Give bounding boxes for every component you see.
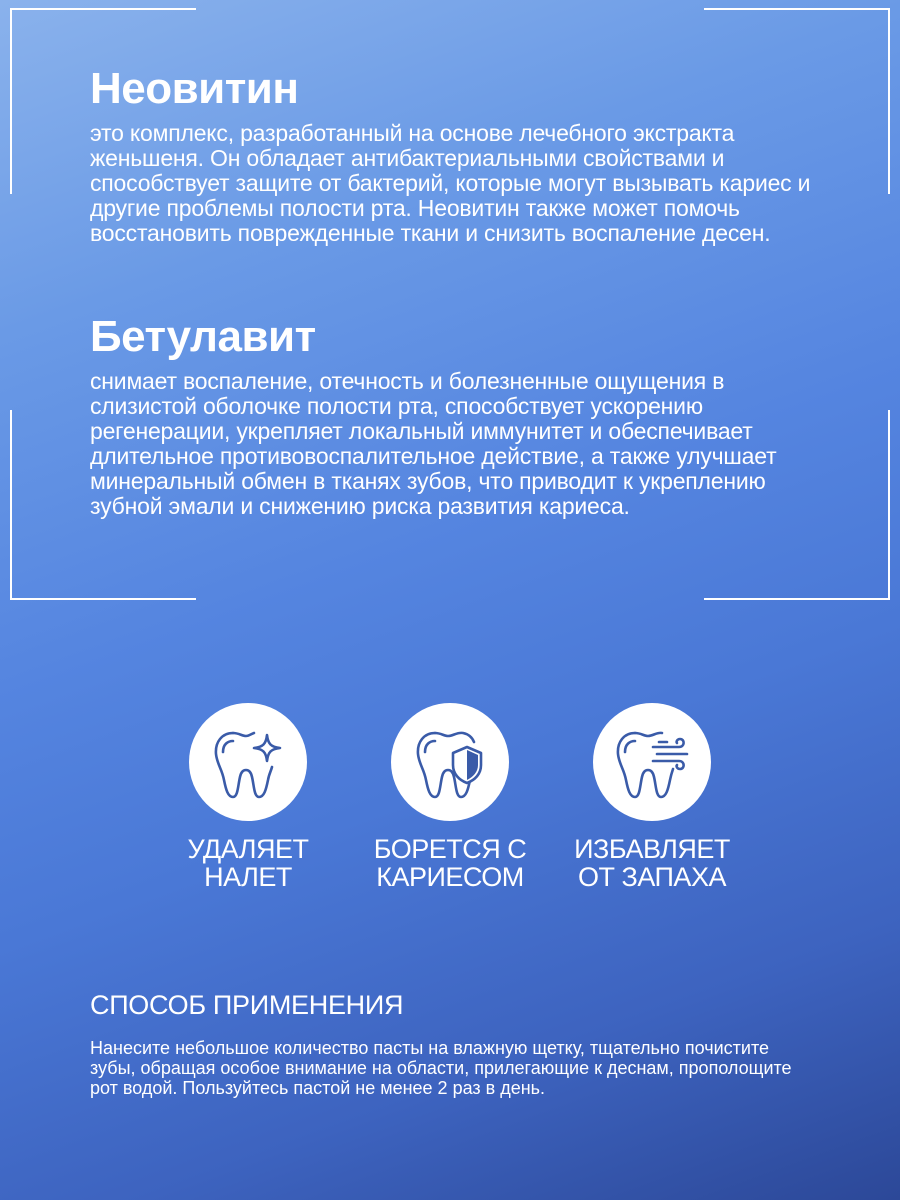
feature-odor-line2: ОТ ЗАПАХА [578,862,726,892]
frame-left-lower [10,410,12,600]
feature-odor-label [552,835,752,891]
frame-bottom-right [704,598,890,600]
feature-plaque-line1: УДАЛЯЕТ [187,834,309,864]
frame-left-upper [10,8,12,194]
feature-caries-line2: КАРИЕСОМ [376,862,524,892]
neovitin-description: это комплекс, разработанный на основе лечебного экстракта женьшеня. Он обладает антибактериальными свойствами и способствует защите от бактерий, которые могут вызывать кариес и другие проблемы полости рта. Неовитин также может помочь восстановить поврежденные ткани и снизить воспаление десен. [90,120,811,246]
frame-right-upper [888,8,890,194]
tooth-sparkle-icon [203,717,293,807]
tooth-shield-icon [405,717,495,807]
betulavit-description: снимает воспаление, отечность и болезненные ощущения в слизистой оболочке полости рта, способствует ускорению регенерации, укрепляет локальный иммунитет и обеспечивает длительное противовоспалительное действие, а также улучшает минеральный обмен в тканях зубов, что приводит к укреплению зубной эмали и снижению риска развития кариеса. [90,368,777,519]
feature-caries-circle [391,703,509,821]
feature-odor-line1: ИЗБАВЛЯЕТ [574,834,730,864]
feature-plaque-circle [189,703,307,821]
frame-top-left [10,8,196,10]
tooth-wind-icon [607,717,697,807]
feature-caries [350,703,550,891]
feature-caries-label [350,835,550,891]
feature-plaque-line2: НАЛЕТ [204,862,292,892]
frame-right-lower [888,410,890,600]
neovitin-title: Неовитин [90,64,299,113]
feature-plaque [148,703,348,891]
feature-odor [552,703,752,891]
feature-odor-circle [593,703,711,821]
usage-title: СПОСОБ ПРИМЕНЕНИЯ [90,990,404,1020]
usage-instructions: Нанесите небольшое количество пасты на влажную щетку, тщательно почистите зубы, обращая особое внимание на области, прилегающие к деснам, прополощите рот водой. Пользуйтесь пастой не менее 2 раз в день. [90,1038,792,1098]
feature-plaque-label [148,835,348,891]
frame-top-right [704,8,890,10]
feature-caries-line1: БОРЕТСЯ С [373,834,527,864]
betulavit-title: Бетулавит [90,312,316,361]
frame-bottom-left [10,598,196,600]
